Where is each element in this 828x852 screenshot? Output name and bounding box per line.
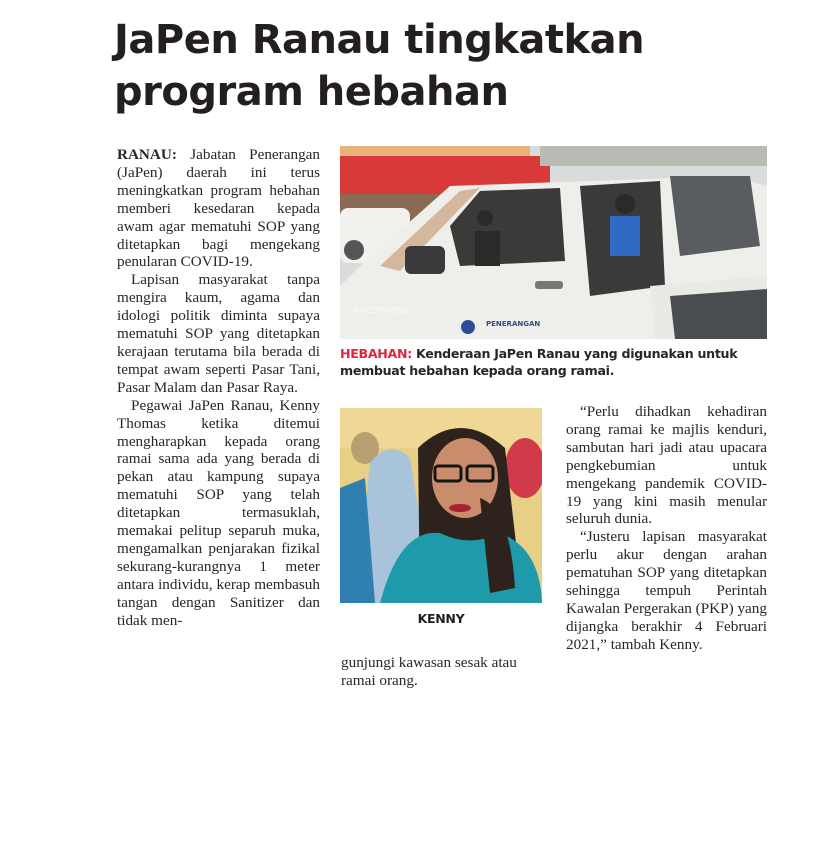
photo-watermark: POCOPHONE [354, 306, 410, 315]
portrait-photo-image [340, 408, 542, 603]
article-column-3 [566, 403, 767, 654]
caption-text: Kenderaan JaPen Ranau yang digunakan untuk membuat hebahan kepada orang ramai. [340, 346, 738, 378]
paragraph-text: Jabatan Penerangan (JaPen) daerah ini terus meningkatkan program hebahan memberi kesedaran kepada awam agar mematuhi SOP yang ditetapkan bagi mengekang penularan COVID-19. [117, 146, 320, 271]
article-paragraph: gunjungi kawasan sesak atau ramai orang. [341, 654, 517, 689]
article-paragraph: Pegawai JaPen Ranau, Kenny Thomas ketika ditemui mengharapkan kepada orang ramai sama ada yang berada di pekan atau kampung supaya mematuhi SOP yang telah ditetapkan termasuklah, memakai pelitup separuh muka, mengamalkan penjarakan fizikal sekurang-kurangnya 1 meter antara individu, kerap membasuh tangan dengan Sanitizer dan tidak men- [117, 396, 320, 629]
portrait-photo [340, 408, 542, 603]
article-paragraph: “Justeru lapisan masyarakat perlu akur dengan arahan pematuhan SOP yang ditetapkan sehingga tempuh Perintah Kawalan Pergerakan (PKP) yang dijangka berakhir 4 Februari 2021,” tambah Kenny. [566, 528, 767, 653]
headline [114, 14, 754, 118]
article-paragraph: “Perlu dihadkan kehadiran orang ramai ke majlis kenduri, sambutan hari jadi atau upacara pengkebumian untuk mengekang pandemik COVID-19 yang kini masih menular seluruh dunia. [566, 403, 767, 528]
article-paragraph [117, 146, 320, 271]
headline-line-1: JaPen Ranau tingkatkan [114, 17, 645, 63]
headline-line-2: program hebahan [114, 69, 509, 115]
caption-label: HEBAHAN: [340, 346, 412, 361]
vehicle-photo [340, 146, 767, 339]
article-paragraph: Lapisan masyarakat tanpa mengira kaum, agama dan idologi politik diminta supaya mematuhi SOP yang ditetapkan kerajaan terutama bila berada di tempat awam seperti Pasar Tani, Pasar Malam dan Pasar Raya. [117, 271, 320, 396]
dateline: RANAU: [117, 146, 177, 163]
article-column-2 [341, 654, 541, 690]
portrait-caption: KENNY [417, 611, 465, 626]
vehicle-door-logo-text: PENERANGAN [486, 320, 541, 328]
article-column-1 [117, 146, 320, 629]
vehicle-photo-caption [340, 345, 768, 379]
